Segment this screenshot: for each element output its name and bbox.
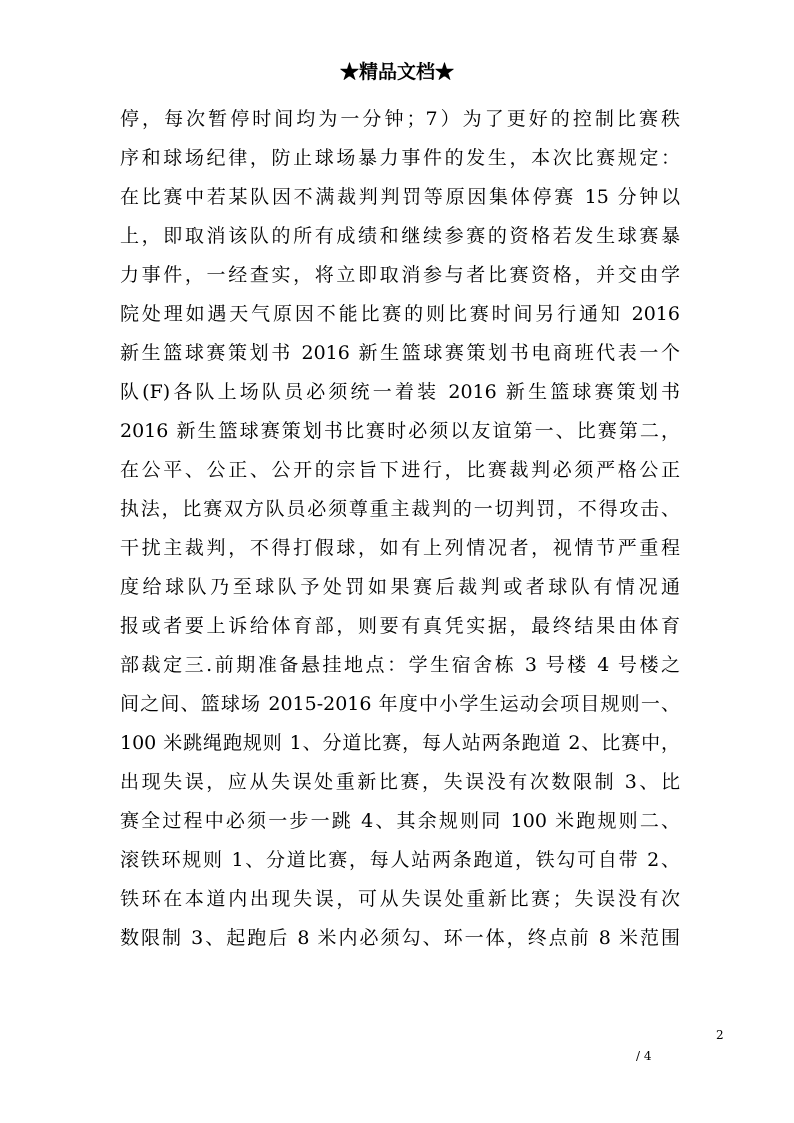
text-line: 100 米跳绳跑规则 1、分道比赛，每人站两条跑道 2、比赛中， [120,732,680,754]
text-line: 部裁定三.前期准备悬挂地点：学生宿舍栋 3 号楼 4 号楼之 [120,654,680,676]
text-line: 间之间、篮球场 2015-2016 年度中小学生运动会项目规则一、 [120,693,680,715]
text-line: 上，即取消该队的所有成绩和继续参赛的资格若发生球赛暴 [120,225,680,247]
text-line: 在公平、公正、公开的宗旨下进行，比赛裁判必须严格公正 [120,459,680,481]
text-line: 力事件，一经查实，将立即取消参与者比赛资格，并交由学 [120,264,680,286]
text-line: 出现失误，应从失误处重新比赛，失误没有次数限制 3、比 [120,771,680,793]
text-line: 数限制 3、起跑后 8 米内必须勾、环一体，终点前 8 米范围 [120,927,680,949]
text-line: 度给球队乃至球队予处罚如果赛后裁判或者球队有情况通 [120,576,680,598]
text-line: 停，每次暂停时间均为一分钟；7）为了更好的控制比赛秩 [120,108,680,130]
page-number: 2 [716,1028,724,1042]
text-line: 序和球场纪律，防止球场暴力事件的发生，本次比赛规定： [120,147,680,169]
text-line: 院处理如遇天气原因不能比赛的则比赛时间另行通知 2016 [120,303,680,325]
text-line: 赛全过程中必须一步一跳 4、其余规则同 100 米跑规则二、 [120,810,680,832]
page-total: / 4 [636,1049,652,1063]
text-line: 干扰主裁判，不得打假球，如有上列情况者，视情节严重程 [120,537,680,559]
text-line: 在比赛中若某队因不满裁判判罚等原因集体停赛 15 分钟以 [120,186,680,208]
text-line: 铁环在本道内出现失误，可从失误处重新比赛；失误没有次 [120,888,680,910]
text-line: 执法，比赛双方队员必须尊重主裁判的一切判罚，不得攻击、 [120,498,680,520]
text-line: 2016 新生篮球赛策划书比赛时必须以友谊第一、比赛第二， [120,420,680,442]
text-line: 报或者要上诉给体育部，则要有真凭实据，最终结果由体育 [120,615,680,637]
text-line: 滚铁环规则 1、分道比赛，每人站两条跑道，铁勾可自带 2、 [120,849,680,871]
text-line: 新生篮球赛策划书 2016 新生篮球赛策划书电商班代表一个 [120,342,680,364]
text-line: 队(F)各队上场队员必须统一着装 2016 新生篮球赛策划书 [120,381,680,403]
document-body [120,100,680,958]
document-header: ★精品文档★ [339,61,454,83]
